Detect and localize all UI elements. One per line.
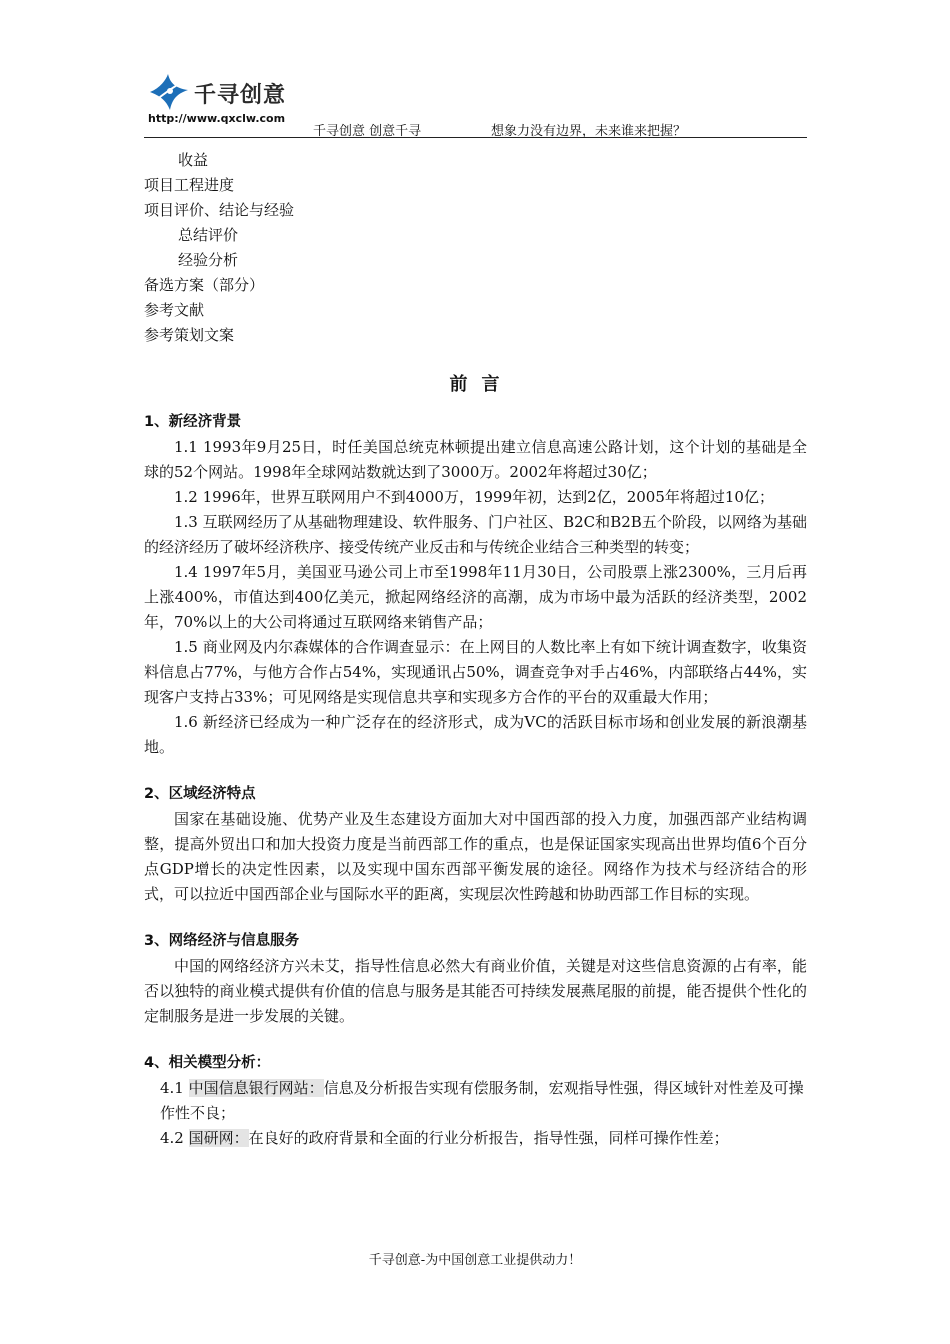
highlighted-site-name: 中国信息银行网站： [188,1079,324,1097]
section-heading: 2、区域经济特点 [144,786,256,802]
paragraph: 1.6 新经济已经成为一种广泛存在的经济形式，成为VC的活跃目标市场和创业发展的新浪潮基地。 [144,713,807,756]
item-number: 4.1 [160,1079,189,1097]
paragraph: 中国的网络经济方兴未艾，指导性信息必然大有商业价值，关键是对这些信息资源的占有率，能否以独特的商业模式提供有价值的信息与服务是其能否可持续发展燕尾服的前提，能否提供个性化的定制服务是进一步发展的关键。 [144,957,807,1025]
page-footer: 千寻创意-为中国创意工业提供动力！ [368,1253,582,1268]
toc-item: 备选方案（部分） [144,276,265,294]
list-item [144,1126,807,1151]
section-heading: 4、相关模型分析： [144,1055,271,1071]
paragraph: 1.3 互联网经历了从基础物理建设、软件服务、门户社区、B2C和B2B五个阶段，以网络为基础的经济经历了破坏经济秩序、接受传统产业反击和与传统企业结合三种类型的转变； [144,513,807,556]
paragraph: 1.5 商业网及内尔森媒体的合作调查显示：在上网目的人数比率上有如下统计调查数字，收集资料信息占77%，与他方合作占54%，实现通讯占50%，调查竞争对手占46%，内部联络占44%，实现客户支持占33%；可见网络是实现信息共享和实现多方合作的平台的双重最大作用； [144,638,807,706]
item-text: 信息及分析报告实现有偿服务制，宏观指导性强，得区域针对性差及可操作性不良； [160,1079,804,1122]
toc-item: 项目评价、结论与经验 [144,201,295,219]
paragraph: 国家在基础设施、优势产业及生态建设方面加大对中国西部的投入力度，加强西部产业结构调整，提高外贸出口和加大投资力度是当前西部工作的重点，也是保证国家实现高出世界均值6个百分点GDP增长的决定性因素，以及实现中国东西部平衡发展的途径。网络作为技术与经济结合的形式，可以拉近中国西部企业与国际水平的距离，实现层次性跨越和协助西部工作目标的实现。 [144,810,807,903]
toc-item: 项目工程进度 [144,176,235,194]
section-title: 前言 [449,374,514,395]
section-heading: 1、新经济背景 [144,414,242,430]
header-divider [144,137,807,138]
logo-url[interactable]: http://www.qxclw.com [148,112,286,125]
document-body [144,148,807,1151]
logo-star-icon [146,72,192,112]
header-slogan-right: 想象力没有边界，未来谁来把握？ [491,124,687,139]
paragraph: 1.2 1996年，世界互联网用户不到4000万，1999年初，达到2亿，2005年将超过10亿； [174,488,774,506]
toc-item: 参考策划文案 [144,326,235,344]
item-text: 在良好的政府背景和全面的行业分析报告，指导性强，同样可操作性差； [248,1129,729,1147]
list-item [144,1076,807,1126]
toc-item: 总结评价 [178,226,239,244]
item-number: 4.2 [160,1129,189,1147]
toc-item: 经验分析 [178,251,239,269]
toc-list [144,148,807,348]
section-heading: 3、网络经济与信息服务 [144,933,300,949]
logo [146,68,306,128]
paragraph: 1.4 1997年5月，美国亚马逊公司上市至1998年11月30日，公司股票上涨2300%，三月后再上涨400%，市值达到400亿美元，掀起网络经济的高潮，成为市场中最为活跃的经济类型，2002年，70%以上的大公司将通过互联网络来销售产品； [144,563,807,631]
toc-item: 参考文献 [144,301,205,319]
toc-item: 收益 [178,151,209,169]
header-slogan-left: 千寻创意 创意千寻 [313,124,422,139]
highlighted-site-name: 国研网： [188,1129,249,1147]
logo-text: 千寻创意 [194,83,287,108]
paragraph: 1.1 1993年9月25日，时任美国总统克林顿提出建立信息高速公路计划，这个计划的基础是全球的52个网站。1998年全球网站数就达到了3000万。2002年将超过30亿； [144,438,807,481]
